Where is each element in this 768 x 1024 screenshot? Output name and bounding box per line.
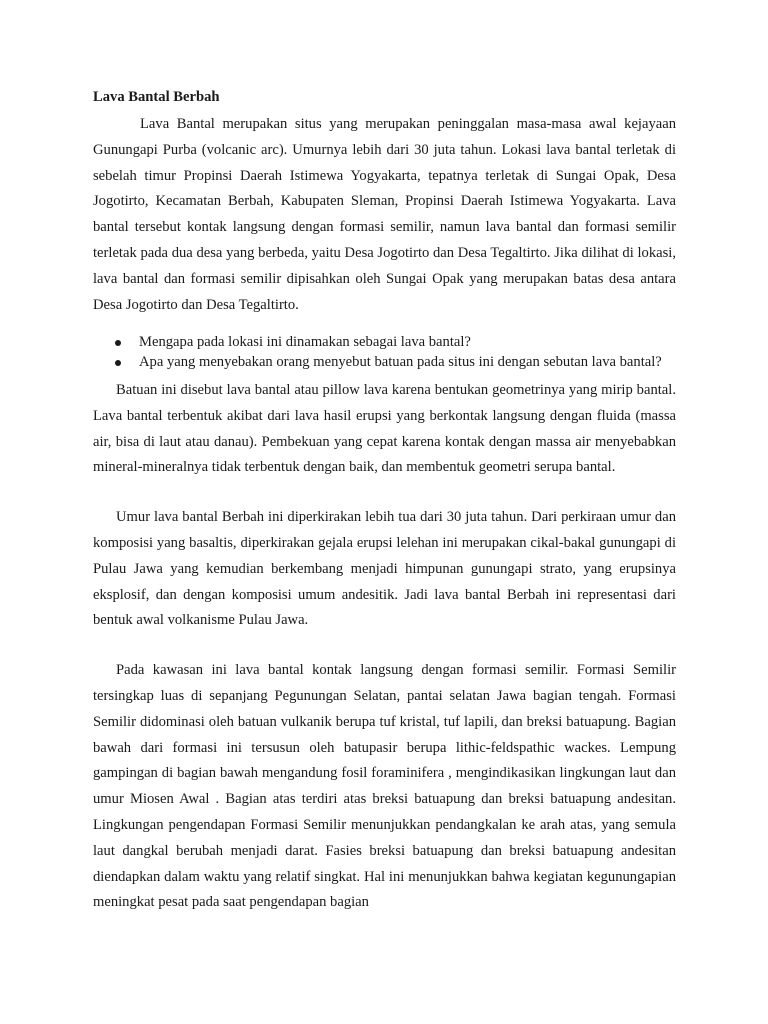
paragraph-pillow-lava: Batuan ini disebut lava bantal atau pillow lava karena bentukan geometrinya yang mirip bantal. Lava bantal terbentuk akibat dari lava hasil erupsi yang berkontak langsung dengan fluida (massa air, bisa di laut atau danau). Pembekuan yang cepat karena kontak dengan massa air menyebabkan mineral-mineralnya tidak terbentuk dengan baik, dan membentuk geometri serupa bantal. bbox=[93, 381, 676, 476]
question-list bbox=[93, 330, 676, 376]
paragraph-semilir: Pada kawasan ini lava bantal kontak langsung dengan formasi semilir. Formasi Semilir tersingkap luas di sepanjang Pegunungan Selatan, pantai selatan Jawa bagian tengah. Formasi Semilir didominasi oleh batuan vulkanik berupa tuf kristal, tuf lapili, dan breksi batuapung. Bagian bawah dari formasi ini tersusun oleh batupasir berupa lithic-feldspathic wackes. Lempung gampingan di bagian bawah mengandung fosil foraminifera , mengindikasikan lingkungan laut dan umur Miosen Awal . Bagian atas terdiri atas breksi batuapung dan breksi batuapung andesitan. Lingkungan pengendapan Formasi Semilir menunjukkan pendangkalan ke arah atas, yang semula laut dangkal berubah menjadi darat. Fasies breksi batuapung dan breksi batuapung andesitan diendapkan dalam waktu yang relatif singkat. Hal ini menunjukkan bahwa kegiatan kegunungapian meningkat pesat pada saat pengendapan bagian bbox=[93, 662, 676, 911]
bullet-icon bbox=[115, 340, 121, 346]
document-title: Lava Bantal Berbah bbox=[93, 89, 220, 105]
question-text: Apa yang menyebakan orang menyebut batuan pada situs ini dengan sebutan lava bantal? bbox=[139, 354, 662, 371]
intro-paragraph: Lava Bantal merupakan situs yang merupakan peninggalan masa-masa awal kejayaan Gunungapi Purba (volcanic arc). Umurnya lebih dari 30 juta tahun. Lokasi lava bantal terletak di sebelah timur Propinsi Daerah Istimewa Yogyakarta, tepatnya terletak di Sungai Opak, Desa Jogotirto, Kecamatan Berbah, Kabupaten Sleman, Propinsi Daerah Istimewa Yogyakarta. Lava bantal tersebut kontak langsung dengan formasi semilir, namun lava bantal dan formasi semilir terletak pada dua desa yang berbeda, yaitu Desa Jogotirto dan Desa Tegaltirto. Jika dilihat di lokasi, lava bantal dan formasi semilir dipisahkan oleh Sungai Opak yang merupakan batas desa antara Desa Jogotirto dan Desa Tegaltirto. bbox=[93, 116, 676, 313]
bullet-icon bbox=[115, 360, 121, 366]
question-item bbox=[93, 350, 676, 376]
paragraph-age: Umur lava bantal Berbah ini diperkirakan lebih tua dari 30 juta tahun. Dari perkiraan umur dan komposisi yang basaltis, diperkirakan gejala erupsi lelehan ini merupakan cikal-bakal gunungapi di Pulau Jawa yang kemudian berkembang menjadi himpunan gunungapi strato, yang erupsinya eksplosif, dan dengan komposisi umum andesitik. Jadi lava bantal Berbah ini representasi dari bentuk awal volkanisme Pulau Jawa. bbox=[93, 509, 676, 629]
question-text: Mengapa pada lokasi ini dinamakan sebagai lava bantal? bbox=[139, 334, 471, 351]
